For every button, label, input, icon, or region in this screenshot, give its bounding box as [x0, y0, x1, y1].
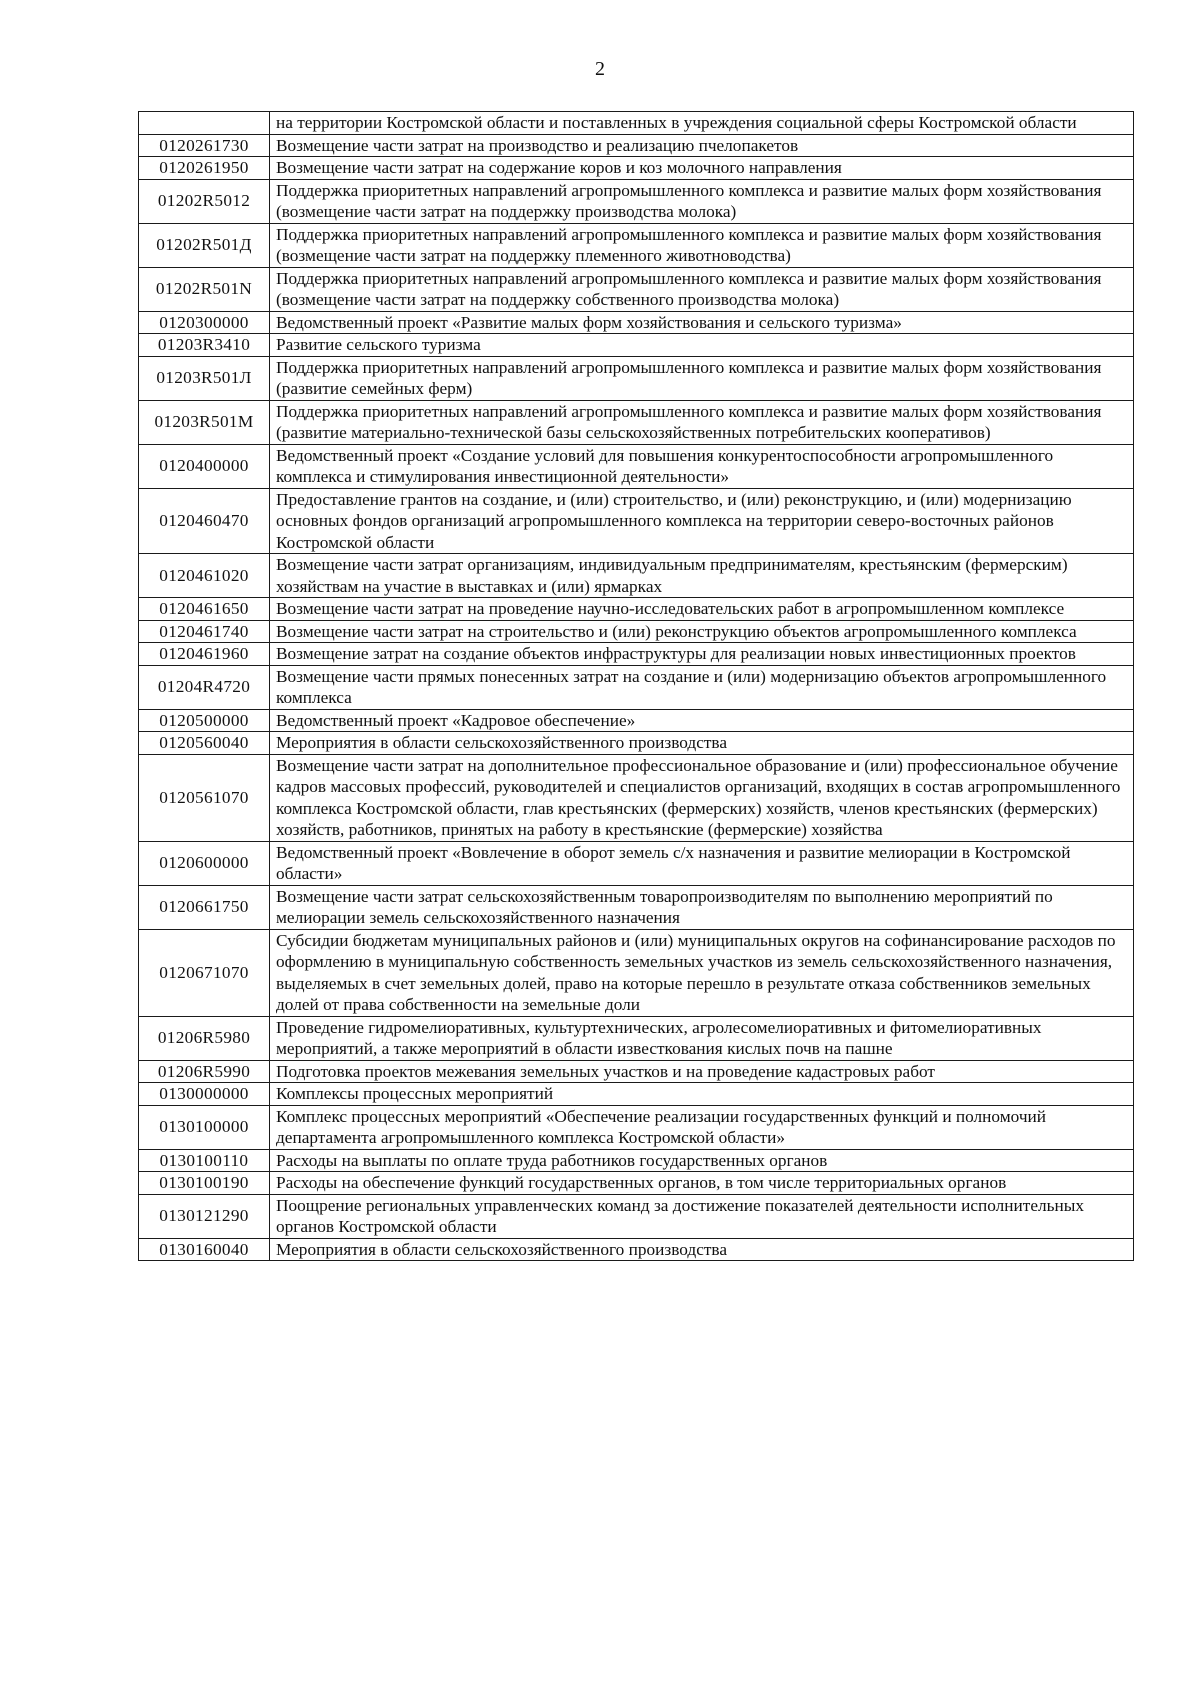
row-description: Расходы на обеспечение функций государственных органов, в том числе территориальных органов	[270, 1172, 1134, 1195]
row-description: Субсидии бюджетам муниципальных районов и (или) муниципальных округов на софинансирование расходов по оформлению в муниципальную собственность земельных участков из земель сельскохозяйственного назначения, выделяемых в счет земельных долей, право на которые перешло в результате отказа собственников земельных долей от права собственности на земельные доли	[270, 929, 1134, 1016]
table-row	[139, 754, 1134, 841]
row-description: Возмещение части затрат на строительство и (или) реконструкцию объектов агропромышленного комплекса	[270, 620, 1134, 643]
row-code: 0120461020	[139, 554, 270, 598]
table-row	[139, 267, 1134, 311]
table-row	[139, 223, 1134, 267]
row-description: Поддержка приоритетных направлений агропромышленного комплекса и развитие малых форм хозяйствования (развитие семейных ферм)	[270, 356, 1134, 400]
row-code: 0130121290	[139, 1194, 270, 1238]
row-code: 0120461960	[139, 643, 270, 666]
table-row	[139, 179, 1134, 223]
row-description: Возмещение затрат на создание объектов инфраструктуры для реализации новых инвестиционных проектов	[270, 643, 1134, 666]
row-code: 01204R4720	[139, 665, 270, 709]
table-row	[139, 112, 1134, 135]
table-row	[139, 732, 1134, 755]
budget-codes-table	[138, 111, 1134, 1261]
table-row	[139, 1060, 1134, 1083]
row-code: 0120661750	[139, 885, 270, 929]
table-row	[139, 1238, 1134, 1261]
table-row	[139, 488, 1134, 554]
row-code: 0130100190	[139, 1172, 270, 1195]
table-row	[139, 157, 1134, 180]
row-description: Комплексы процессных мероприятий	[270, 1083, 1134, 1106]
table-row	[139, 356, 1134, 400]
row-description: Возмещение части прямых понесенных затрат на создание и (или) модернизацию объектов агропромышленного комплекса	[270, 665, 1134, 709]
row-description: Ведомственный проект «Кадровое обеспечение»	[270, 709, 1134, 732]
table-row	[139, 1172, 1134, 1195]
row-code: 0120300000	[139, 311, 270, 334]
row-code: 0120261730	[139, 134, 270, 157]
table-row	[139, 709, 1134, 732]
row-code: 0120400000	[139, 444, 270, 488]
row-description: Возмещение части затрат на содержание коров и коз молочного направления	[270, 157, 1134, 180]
row-description: на территории Костромской области и поставленных в учреждения социальной сферы Костромской области	[270, 112, 1134, 135]
table-row	[139, 1105, 1134, 1149]
table-row	[139, 1016, 1134, 1060]
row-description: Подготовка проектов межевания земельных участков и на проведение кадастровых работ	[270, 1060, 1134, 1083]
row-code: 01203R501М	[139, 400, 270, 444]
table-row	[139, 598, 1134, 621]
row-code: 0120261950	[139, 157, 270, 180]
row-code: 0130160040	[139, 1238, 270, 1261]
row-code: 0120600000	[139, 841, 270, 885]
row-description: Мероприятия в области сельскохозяйственного производства	[270, 1238, 1134, 1261]
row-code: 01202R501Д	[139, 223, 270, 267]
row-description: Возмещение части затрат на дополнительное профессиональное образование и (или) профессиональное обучение кадров массовых профессий, руководителей и специалистов организаций, входящих в состав агропромышленного комплекса Костромской области, глав крестьянских (фермерских) хозяйств, членов крестьянских (фермерских) хозяйств, работников, принятых на работу в крестьянские (фермерские) хозяйства	[270, 754, 1134, 841]
row-description: Ведомственный проект «Развитие малых форм хозяйствования и сельского туризма»	[270, 311, 1134, 334]
table-row	[139, 311, 1134, 334]
row-code: 01202R5012	[139, 179, 270, 223]
row-code: 0130100000	[139, 1105, 270, 1149]
page-number: 2	[595, 58, 605, 80]
table-row	[139, 929, 1134, 1016]
row-code: 01206R5980	[139, 1016, 270, 1060]
row-description: Мероприятия в области сельскохозяйственного производства	[270, 732, 1134, 755]
row-description: Поддержка приоритетных направлений агропромышленного комплекса и развитие малых форм хозяйствования (развитие материально-технической базы сельскохозяйственных потребительских кооперативов)	[270, 400, 1134, 444]
table-row	[139, 400, 1134, 444]
row-description: Расходы на выплаты по оплате труда работников государственных органов	[270, 1149, 1134, 1172]
table-row	[139, 1194, 1134, 1238]
row-description: Поддержка приоритетных направлений агропромышленного комплекса и развитие малых форм хозяйствования (возмещение части затрат на поддержку племенного животноводства)	[270, 223, 1134, 267]
table-row	[139, 554, 1134, 598]
table-row	[139, 134, 1134, 157]
table-row	[139, 620, 1134, 643]
row-code: 01202R501N	[139, 267, 270, 311]
row-description: Возмещение части затрат на проведение научно-исследовательских работ в агропромышленном комплексе	[270, 598, 1134, 621]
row-description: Ведомственный проект «Вовлечение в оборот земель с/х назначения и развитие мелиорации в Костромской области»	[270, 841, 1134, 885]
table-row	[139, 1083, 1134, 1106]
row-code: 0120671070	[139, 929, 270, 1016]
row-code: 0130000000	[139, 1083, 270, 1106]
table-row	[139, 444, 1134, 488]
row-description: Проведение гидромелиоративных, культуртехнических, агролесомелиоративных и фитомелиоративных мероприятий, а также мероприятий в области известкования кислых почв на пашне	[270, 1016, 1134, 1060]
row-description: Комплекс процессных мероприятий «Обеспечение реализации государственных функций и полномочий департамента агропромышленного комплекса Костромской области»	[270, 1105, 1134, 1149]
row-code: 0120461650	[139, 598, 270, 621]
row-description: Поощрение региональных управленческих команд за достижение показателей деятельности исполнительных органов Костромской области	[270, 1194, 1134, 1238]
table-row	[139, 334, 1134, 357]
row-description: Поддержка приоритетных направлений агропромышленного комплекса и развитие малых форм хозяйствования (возмещение части затрат на поддержку производства молока)	[270, 179, 1134, 223]
row-code: 0120500000	[139, 709, 270, 732]
row-description: Развитие сельского туризма	[270, 334, 1134, 357]
table-row	[139, 1149, 1134, 1172]
row-code: 0130100110	[139, 1149, 270, 1172]
table-row	[139, 643, 1134, 666]
row-description: Возмещение части затрат организациям, индивидуальным предпринимателям, крестьянским (фермерским) хозяйствам на участие в выставках и (или) ярмарках	[270, 554, 1134, 598]
row-code: 0120561070	[139, 754, 270, 841]
row-code: 01206R5990	[139, 1060, 270, 1083]
table-row	[139, 841, 1134, 885]
row-description: Ведомственный проект «Создание условий для повышения конкурентоспособности агропромышленного комплекса и стимулирования инвестиционной деятельности»	[270, 444, 1134, 488]
row-code: 0120460470	[139, 488, 270, 554]
row-description: Возмещение части затрат на производство и реализацию пчелопакетов	[270, 134, 1134, 157]
row-code: 0120560040	[139, 732, 270, 755]
row-description: Поддержка приоритетных направлений агропромышленного комплекса и развитие малых форм хозяйствования (возмещение части затрат на поддержку собственного производства молока)	[270, 267, 1134, 311]
row-code: 01203R501Л	[139, 356, 270, 400]
row-code	[139, 112, 270, 135]
row-description: Предоставление грантов на создание, и (или) строительство, и (или) реконструкцию, и (или) модернизацию основных фондов организаций агропромышленного комплекса на территории северо-восточных районов Костромской области	[270, 488, 1134, 554]
row-description: Возмещение части затрат сельскохозяйственным товаропроизводителям по выполнению мероприятий по мелиорации земель сельскохозяйственного назначения	[270, 885, 1134, 929]
table-row	[139, 665, 1134, 709]
table-body	[139, 112, 1134, 1261]
row-code: 0120461740	[139, 620, 270, 643]
table-row	[139, 885, 1134, 929]
row-code: 01203R3410	[139, 334, 270, 357]
